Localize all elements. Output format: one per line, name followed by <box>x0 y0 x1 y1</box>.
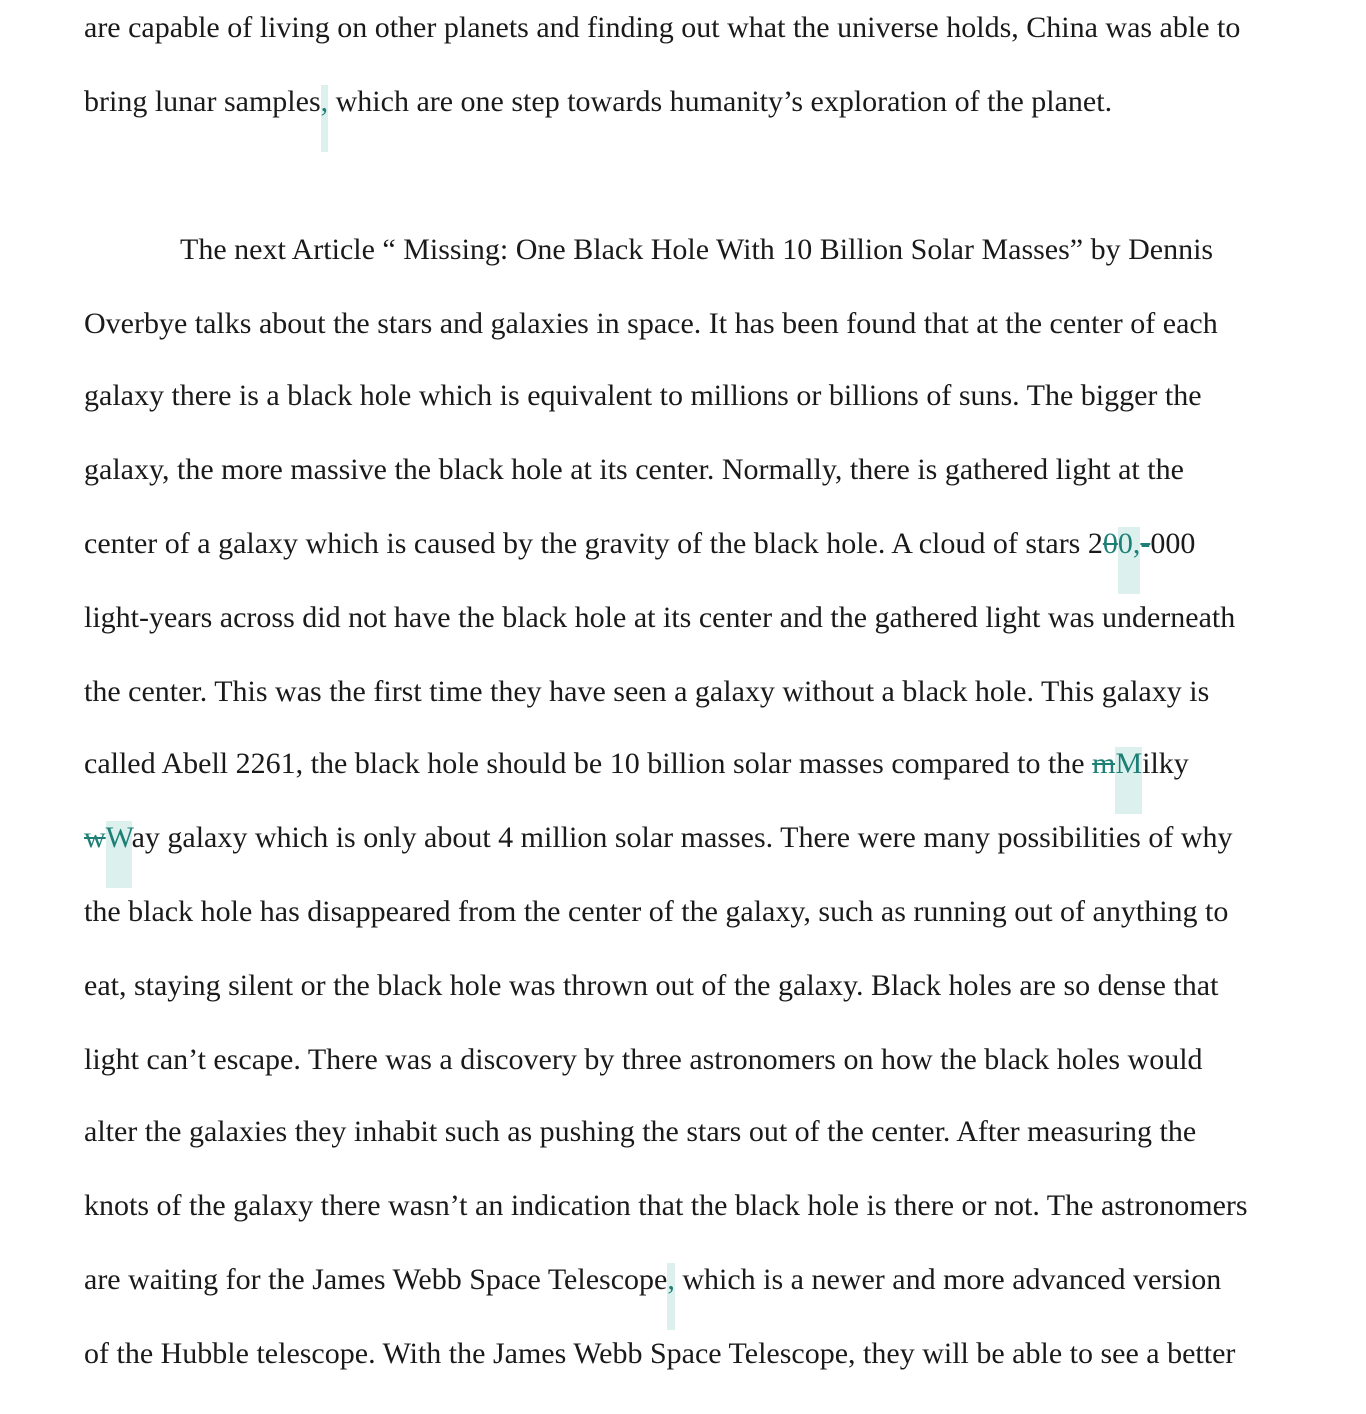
paragraph-line <box>84 1186 1248 1226</box>
paragraph-line <box>84 1112 1196 1152</box>
paragraph-line <box>84 966 1218 1006</box>
text-run: center of a galaxy which is caused by the gravity of the black hole. A cloud of stars 2 <box>84 527 1103 560</box>
text-run: are waiting for the James Webb Space Telescope <box>84 1263 668 1296</box>
text-run: which are one step towards humanity’s exploration of the planet. <box>328 85 1113 118</box>
text-run: The next Article “ Missing: One Black Hole With 10 Billion Solar Masses” by Dennis <box>180 233 1214 266</box>
text-run: knots of the galaxy there wasn’t an indication that the black hole is there or not. The astronomers <box>84 1189 1248 1222</box>
paragraph-line <box>84 892 1228 932</box>
text-run: ay galaxy which is only about 4 million solar masses. There were many possibilities of why <box>131 821 1233 854</box>
text-run: called Abell 2261, the black hole should be 10 billion solar masses compared to the <box>84 747 1093 780</box>
text-run: which is a newer and more advanced version <box>674 1263 1222 1296</box>
paragraph-line <box>84 672 1209 712</box>
text-run: are capable of living on other planets and finding out what the universe holds, China was able to <box>84 11 1241 44</box>
paragraph-line <box>84 1260 1221 1300</box>
text-run: the black hole has disappeared from the center of the galaxy, such as running out of anything to <box>84 895 1229 928</box>
tracked-insertion: , <box>667 1263 675 1330</box>
tracked-deletion: m <box>1092 747 1116 780</box>
paragraph-line <box>180 230 1213 270</box>
paragraph-line <box>84 8 1240 48</box>
paragraph-line <box>84 376 1202 416</box>
text-run: bring lunar samples <box>84 85 321 118</box>
text-run: light can’t escape. There was a discovery by three astronomers on how the black holes would <box>84 1043 1203 1076</box>
tracked-insertion: , <box>321 85 329 152</box>
tracked-insertion: W <box>106 821 132 888</box>
paragraph-line <box>84 1040 1203 1080</box>
tracked-insertion: , <box>1133 527 1141 594</box>
tracked-deletion: - <box>1140 527 1151 560</box>
paragraph-line <box>84 304 1218 344</box>
text-run: of the Hubble telescope. With the James Webb Space Telescope, they will be able to see a better <box>84 1337 1236 1370</box>
tracked-insertion: M <box>1115 747 1142 814</box>
tracked-insertion: 0 <box>1118 527 1133 594</box>
text-run: alter the galaxies they inhabit such as pushing the stars out of the center. After measuring the <box>84 1115 1197 1148</box>
tracked-deletion: 0 <box>1102 527 1118 560</box>
tracked-deletion: w <box>84 821 106 854</box>
paragraph-line <box>84 1334 1235 1374</box>
text-run: galaxy there is a black hole which is equivalent to millions or billions of suns. The bigger the <box>84 379 1202 412</box>
text-run: the center. This was the first time they have seen a galaxy without a black hole. This galaxy is <box>84 675 1210 708</box>
paragraph-line <box>84 744 1189 784</box>
text-run: ilky <box>1142 747 1189 780</box>
paragraph-line <box>84 450 1184 490</box>
text-run: 000 <box>1150 527 1196 560</box>
paragraph-line <box>84 82 1112 122</box>
text-run: eat, staying silent or the black hole was thrown out of the galaxy. Black holes are so dense that <box>84 969 1219 1002</box>
paragraph-line <box>84 524 1195 564</box>
paragraph-line <box>84 598 1235 638</box>
text-run: light-years across did not have the black hole at its center and the gathered light was underneath <box>84 601 1236 634</box>
text-run: Overbye talks about the stars and galaxies in space. It has been found that at the center of each <box>84 307 1218 340</box>
text-run: galaxy, the more massive the black hole at its center. Normally, there is gathered light at the <box>84 453 1184 486</box>
paragraph-line <box>84 818 1233 858</box>
